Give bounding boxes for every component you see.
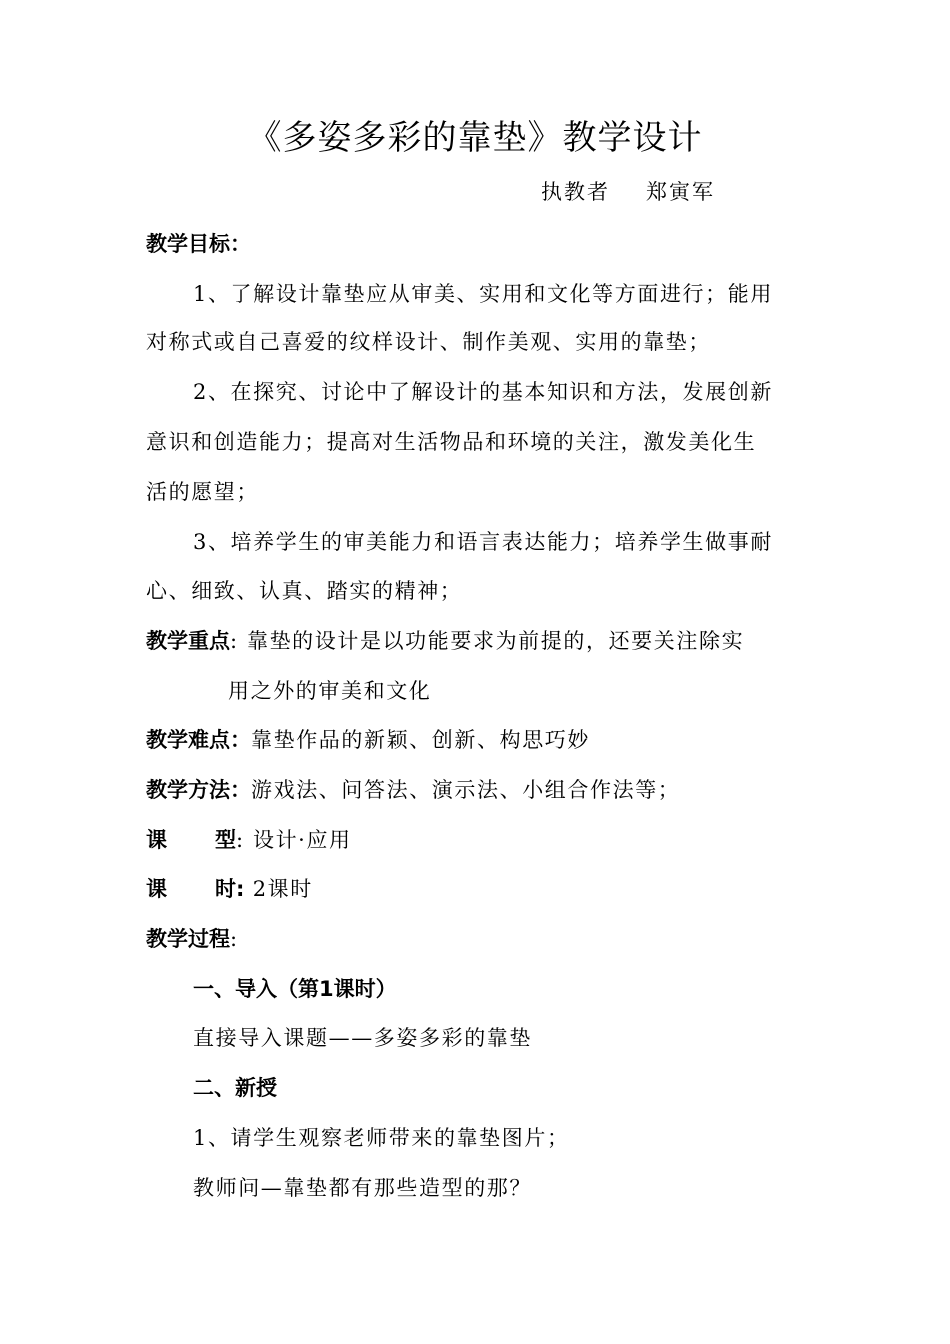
hours-text: 2课时 xyxy=(252,877,313,901)
methods-row xyxy=(146,774,680,806)
hours-label-b: 时: xyxy=(215,877,245,901)
section-1-text: 直接导入课题——多姿多彩的靠垫 xyxy=(193,1026,532,1050)
key-points-text: 靠垫的设计是以功能要求为前提的，还要关注除实 xyxy=(246,629,745,653)
key-points-line-2: 用之外的审美和文化 xyxy=(228,679,432,703)
section-2-item-2: 教师问—靠垫都有那些造型的那？ xyxy=(193,1176,532,1200)
key-points-row xyxy=(146,625,744,657)
type-colon: : xyxy=(236,828,245,852)
objectives-heading: 教学目标： xyxy=(146,232,251,256)
process-label: 教学过程 xyxy=(146,927,230,951)
hours-label-a: 课 xyxy=(146,877,167,901)
difficulties-row xyxy=(146,724,590,756)
section-2-heading: 二、新授 xyxy=(193,1076,277,1100)
key-points-label: 教学重点 xyxy=(146,629,230,653)
section-1-heading: 一、导入（第1课时） xyxy=(193,977,397,1001)
objective-3-line-1: 3、培养学生的审美能力和语言表达能力；培养学生做事耐 xyxy=(193,530,773,554)
methods-label: 教学方法： xyxy=(146,778,251,802)
objective-1-line-1: 1、了解设计靠垫应从审美、实用和文化等方面进行；能用 xyxy=(193,282,773,306)
process-row xyxy=(146,923,239,955)
objective-3-line-2: 心、细致、认真、踏实的精神； xyxy=(146,579,463,603)
type-row xyxy=(146,824,352,856)
objective-2-line-3: 活的愿望； xyxy=(146,480,259,504)
type-text: 设计·应用 xyxy=(252,828,352,852)
methods-text: 游戏法、问答法、演示法、小组合作法等； xyxy=(251,778,681,802)
difficulties-text: 靠垫作品的新颖、创新、构思巧妙 xyxy=(251,728,590,752)
author-label: 执教者 xyxy=(541,180,610,204)
process-colon: : xyxy=(230,927,239,951)
objective-2-line-2: 意识和创造能力；提高对生活物品和环境的关注，激发美化生 xyxy=(146,430,757,454)
objective-1-line-2: 对称式或自己喜爱的纹样设计、制作美观、实用的靠垫； xyxy=(146,330,711,354)
difficulties-label: 教学难点： xyxy=(146,728,251,752)
key-points-colon: : xyxy=(230,629,239,653)
document-title: 《多姿多彩的靠垫》教学设计 xyxy=(247,118,703,158)
section-2-item-1: 1、请学生观察老师带来的靠垫图片； xyxy=(193,1126,570,1150)
hours-row xyxy=(146,873,313,905)
author-line xyxy=(541,176,715,208)
type-label-b: 型 xyxy=(215,828,236,852)
type-label-a: 课 xyxy=(146,828,167,852)
objective-2-line-1: 2、在探究、讨论中了解设计的基本知识和方法，发展创新 xyxy=(193,380,773,404)
author-name: 郑寅军 xyxy=(646,180,715,204)
